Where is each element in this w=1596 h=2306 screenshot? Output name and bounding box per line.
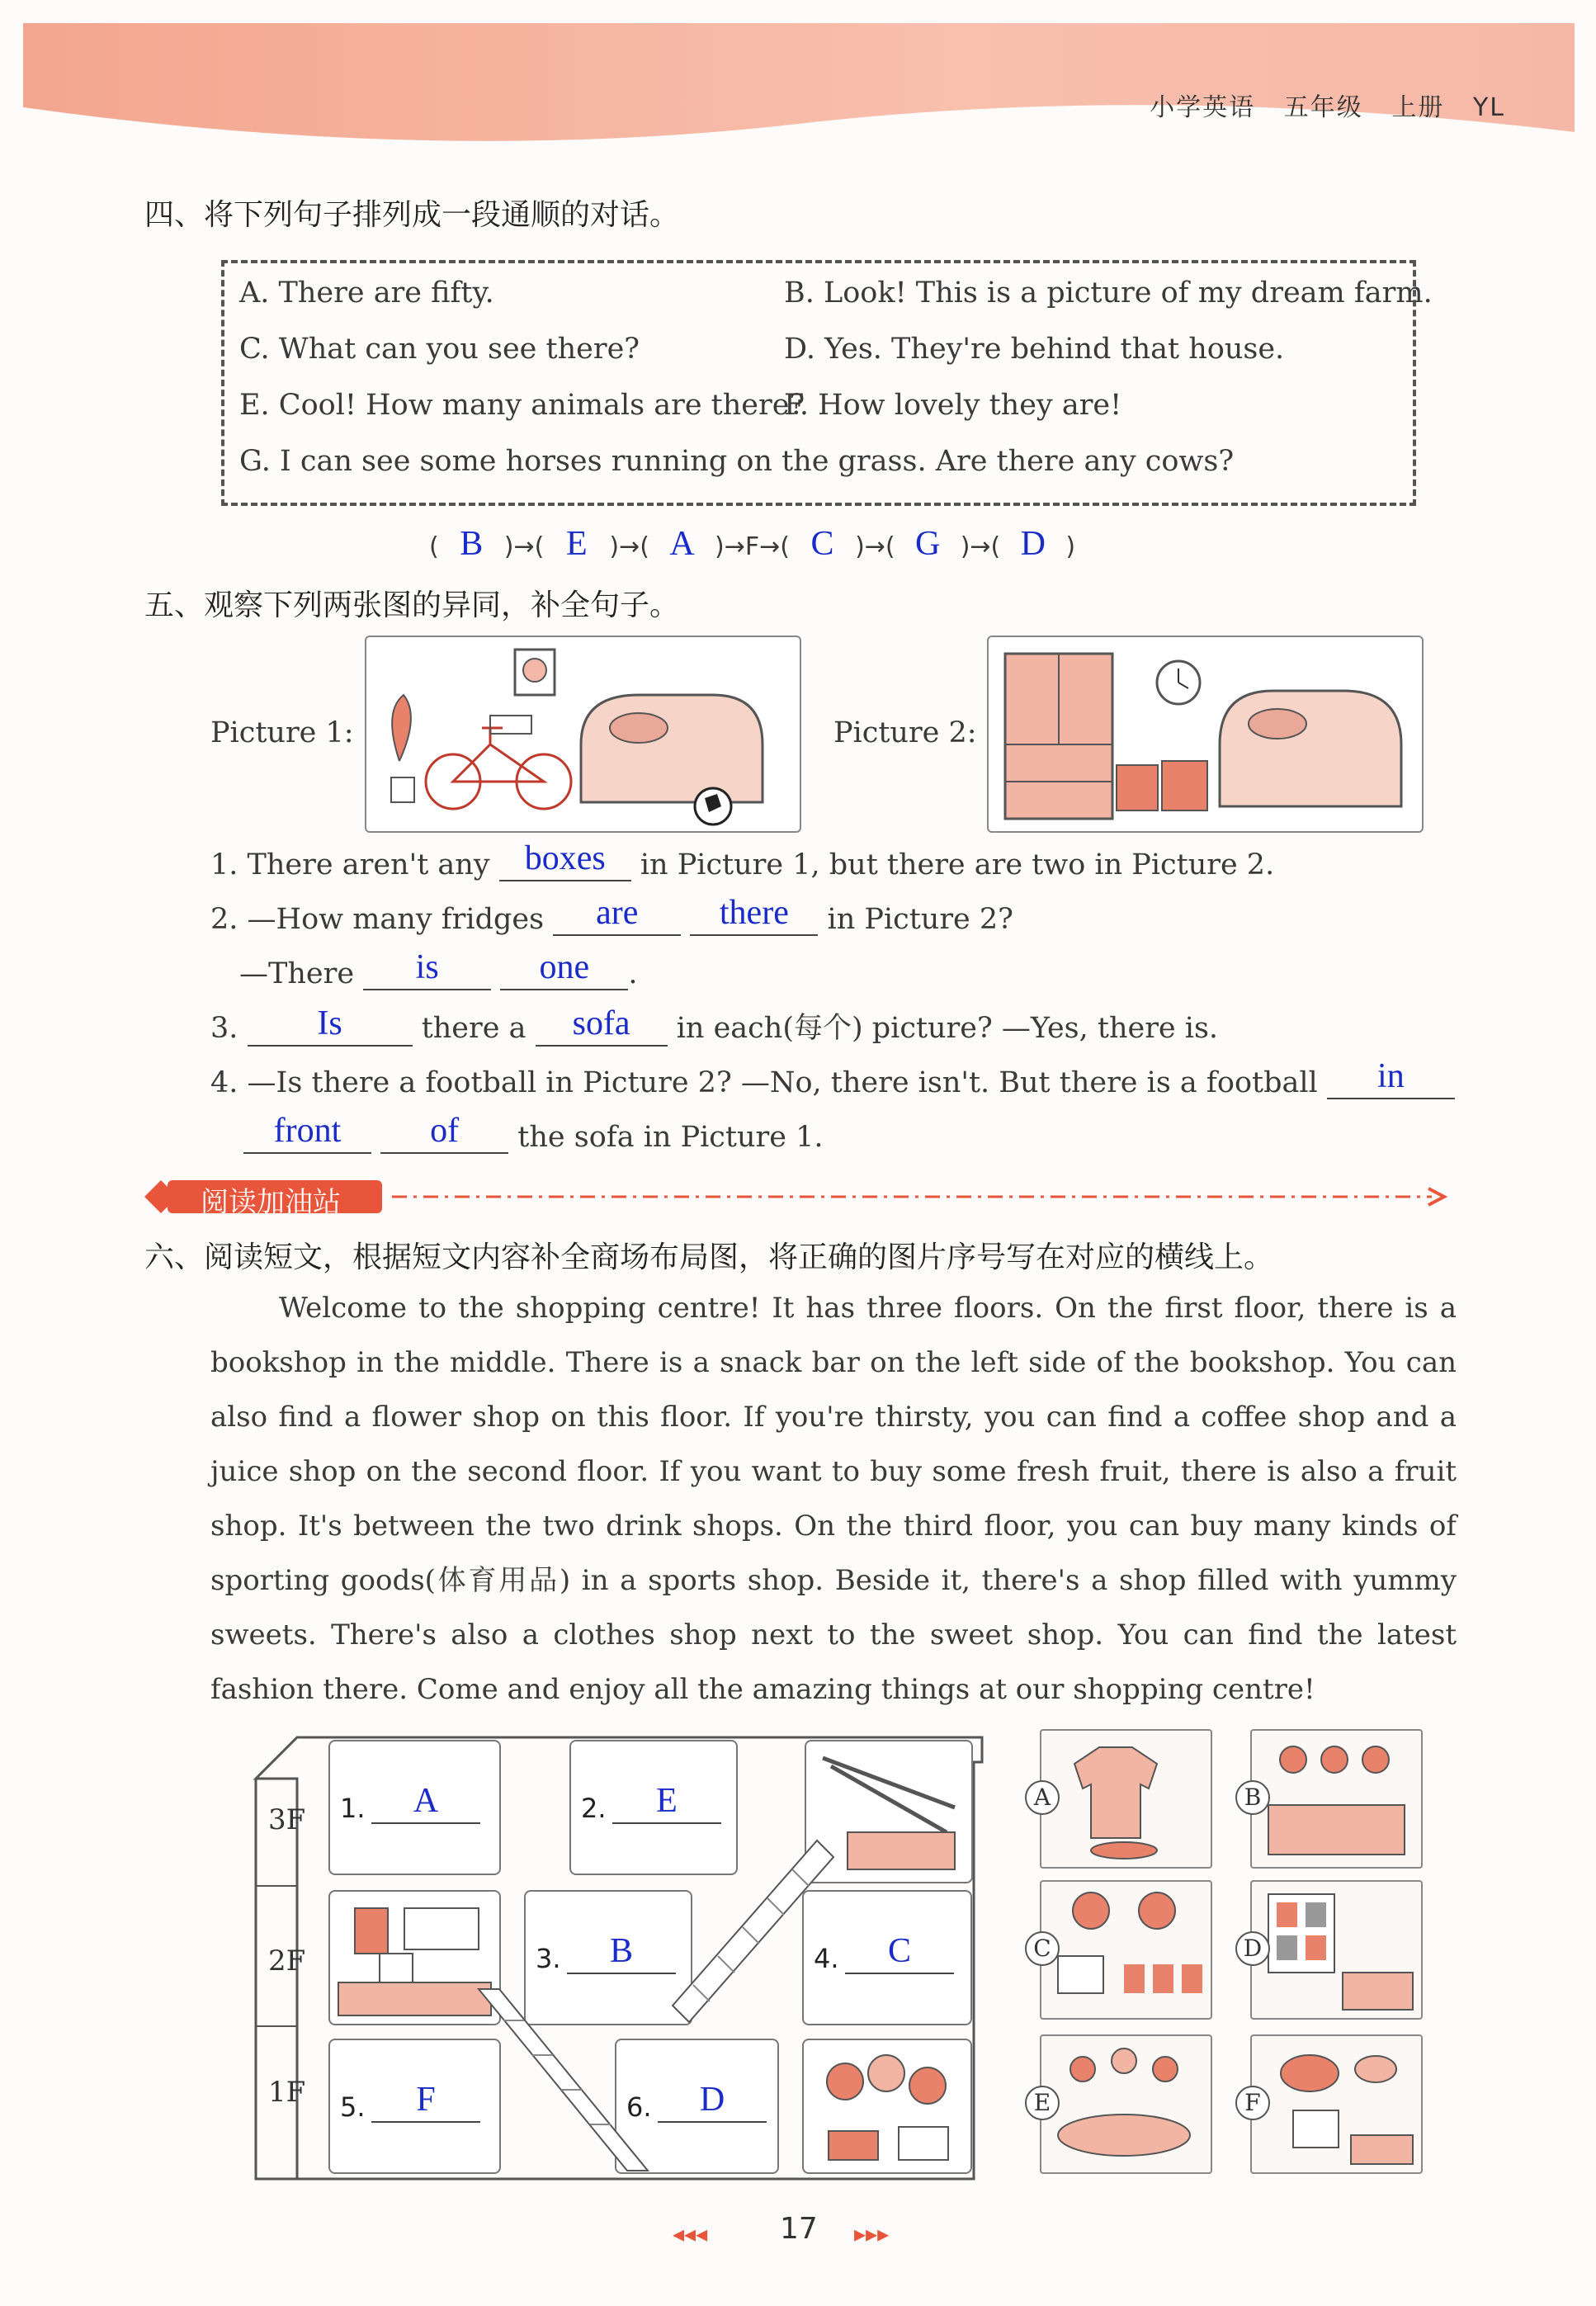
q4-cont (243, 1114, 823, 1154)
sentence-a: A. There are fifty. (239, 276, 494, 310)
q1-post: in Picture 1, but there are two in Picture 2. (640, 848, 1275, 881)
q2-reply (239, 948, 638, 990)
order-answer: B (460, 525, 484, 563)
order-answer: G (915, 525, 941, 563)
next-page-arrows[interactable]: ▸▸▸ (854, 2220, 890, 2247)
reading-band (144, 1176, 1448, 1217)
slot-answer-2: E (656, 1782, 678, 1820)
q2-blank-2[interactable] (690, 896, 818, 936)
q4-blank-1[interactable] (1327, 1057, 1455, 1099)
order-row: ( B )→( E )→( A )→F→( C )→( G )→( D ) (429, 525, 1076, 563)
q4-post: the sofa in Picture 1. (517, 1121, 824, 1154)
q2-answer-3: is (415, 948, 439, 986)
order-fixed: F (744, 532, 760, 561)
header-info (1150, 87, 1505, 123)
sec4-title: 四、将下列句子排列成一段通顺的对话。 (144, 198, 680, 232)
slot-num: 1. (340, 1793, 366, 1824)
q3-answer-2: sofa (572, 1004, 630, 1042)
option-a-picture (1033, 1729, 1212, 1869)
q4-blank-2[interactable] (243, 1114, 371, 1154)
q3-num: 3. (210, 1012, 238, 1045)
q1 (210, 839, 1275, 881)
q1-answer: boxes (524, 839, 606, 877)
slot-num: 5. (340, 2091, 366, 2123)
q2-blank-4[interactable] (500, 948, 628, 990)
slot-answer-6: D (699, 2081, 725, 2119)
q1-blank[interactable] (499, 839, 631, 881)
option-e-picture (1033, 2034, 1212, 2174)
sec6-title: 六、阅读短文，根据短文内容补全商场布局图，将正确的图片序号写在对应的横线上。 (144, 1240, 1274, 1274)
option-c-picture (1033, 1880, 1212, 2020)
q3-mid: there a (421, 1012, 526, 1045)
floor-2f: 2F (268, 1945, 306, 1978)
q3-blank-2[interactable] (536, 1004, 668, 1047)
header-term: 上册 (1391, 93, 1445, 122)
order-answer: C (810, 525, 834, 563)
q2-answer-1: are (596, 894, 639, 932)
q1-num: 1. (210, 848, 238, 881)
band-title: 阅读加油站 (201, 1186, 341, 1219)
prev-page-arrows[interactable]: ◂◂◂ (673, 2220, 708, 2247)
sec5-title: 五、观察下列两张图的异同，补全句子。 (144, 588, 680, 622)
q3 (210, 1005, 1218, 1047)
q2-answer-4: one (539, 948, 590, 986)
option-label: E (1025, 2086, 1060, 2120)
picture1-label: Picture 1: (210, 716, 354, 749)
q3-post: in each(每个) picture? —Yes, there is. (676, 1012, 1219, 1045)
order-answer: D (1020, 525, 1046, 563)
option-label: A (1025, 1780, 1060, 1815)
sentence-c: C. What can you see there? (239, 333, 640, 366)
option-label: C (1025, 1931, 1060, 1966)
q2-answer-2: there (719, 894, 789, 932)
slot-num: 3. (536, 1943, 561, 1974)
picture2 (987, 636, 1424, 833)
sentence-f: F. How lovely they are! (784, 389, 1122, 422)
sec6-passage: Welcome to the shopping centre! It has three floors. On the first floor, there is a bookshop in the middle. There is a snack bar on the left side of the bookshop. You can also find a flower shop on this floor. If you're thirsty, you can find a coffee shop and a juice shop on the second floor. If you want to buy some fresh fruit, there is also a fruit shop. It's between the two drink shops. On the third floor, you can buy many kinds of sporting goods(体育用品) in a sports shop. Beside it, there's a shop filled with yummy sweets. There's also a clothes shop next to the sweet shop. You can find the latest fashion there. Come and enjoy all the amazing things at our shopping centre! (210, 1292, 1457, 1706)
sentence-e: E. Cool! How many animals are there? (239, 389, 805, 422)
header-grade: 五年级 (1283, 93, 1363, 122)
option-d-picture (1243, 1880, 1423, 2020)
sentence-d: D. Yes. They're behind that house. (784, 333, 1285, 366)
q2-post: in Picture 2? (827, 903, 1013, 936)
q4-pre: —Is there a football in Picture 2? —No, there isn't. But there is a football (247, 1066, 1318, 1099)
header-subject: 小学英语 (1150, 93, 1256, 122)
slot-answer-3: B (609, 1932, 633, 1970)
q4-answer-3: of (430, 1112, 460, 1150)
q4-blank-3[interactable] (380, 1114, 508, 1154)
floor-3f: 3F (268, 1803, 306, 1836)
slot-answer-1: A (413, 1782, 439, 1820)
q2-blank-3[interactable] (363, 948, 491, 990)
q1-pre: There aren't any (247, 848, 490, 881)
q3-answer-1: Is (317, 1004, 342, 1042)
floor-1f: 1F (268, 2076, 306, 2109)
q4-answer-2: front (273, 1112, 342, 1150)
q4 (210, 1057, 1455, 1099)
option-label: D (1235, 1931, 1270, 1966)
option-f-picture (1244, 2034, 1423, 2174)
q2-blank-1[interactable] (553, 896, 681, 936)
q4-num: 4. (210, 1066, 238, 1099)
slot-num: 4. (814, 1943, 839, 1974)
sentence-g: G. I can see some horses running on the grass. Are there any cows? (239, 445, 1235, 478)
page-number: 17 (780, 2212, 818, 2246)
slot-num: 2. (581, 1793, 607, 1824)
q2-num: 2. (210, 903, 238, 936)
option-b-picture (1244, 1729, 1423, 1869)
slot-answer-4: C (887, 1932, 911, 1970)
header-edition: YL (1472, 93, 1505, 122)
q2 (210, 896, 1013, 936)
option-label: F (1235, 2086, 1270, 2120)
q4-answer-1: in (1377, 1057, 1405, 1095)
q2-end: . (628, 957, 638, 990)
option-label: B (1235, 1780, 1270, 1815)
q3-blank-1[interactable] (248, 1004, 413, 1047)
q2-reply-text: —There (239, 957, 355, 990)
slot-num: 6. (626, 2091, 652, 2123)
order-answer: E (566, 525, 588, 563)
q2-pre: —How many fridges (247, 903, 545, 936)
slot-answer-5: F (416, 2081, 436, 2119)
order-answer: A (669, 525, 695, 563)
picture1 (365, 636, 801, 833)
picture2-label: Picture 2: (833, 716, 977, 749)
staircases (462, 1816, 891, 2179)
sentence-b: B. Look! This is a picture of my dream farm. (784, 276, 1433, 310)
